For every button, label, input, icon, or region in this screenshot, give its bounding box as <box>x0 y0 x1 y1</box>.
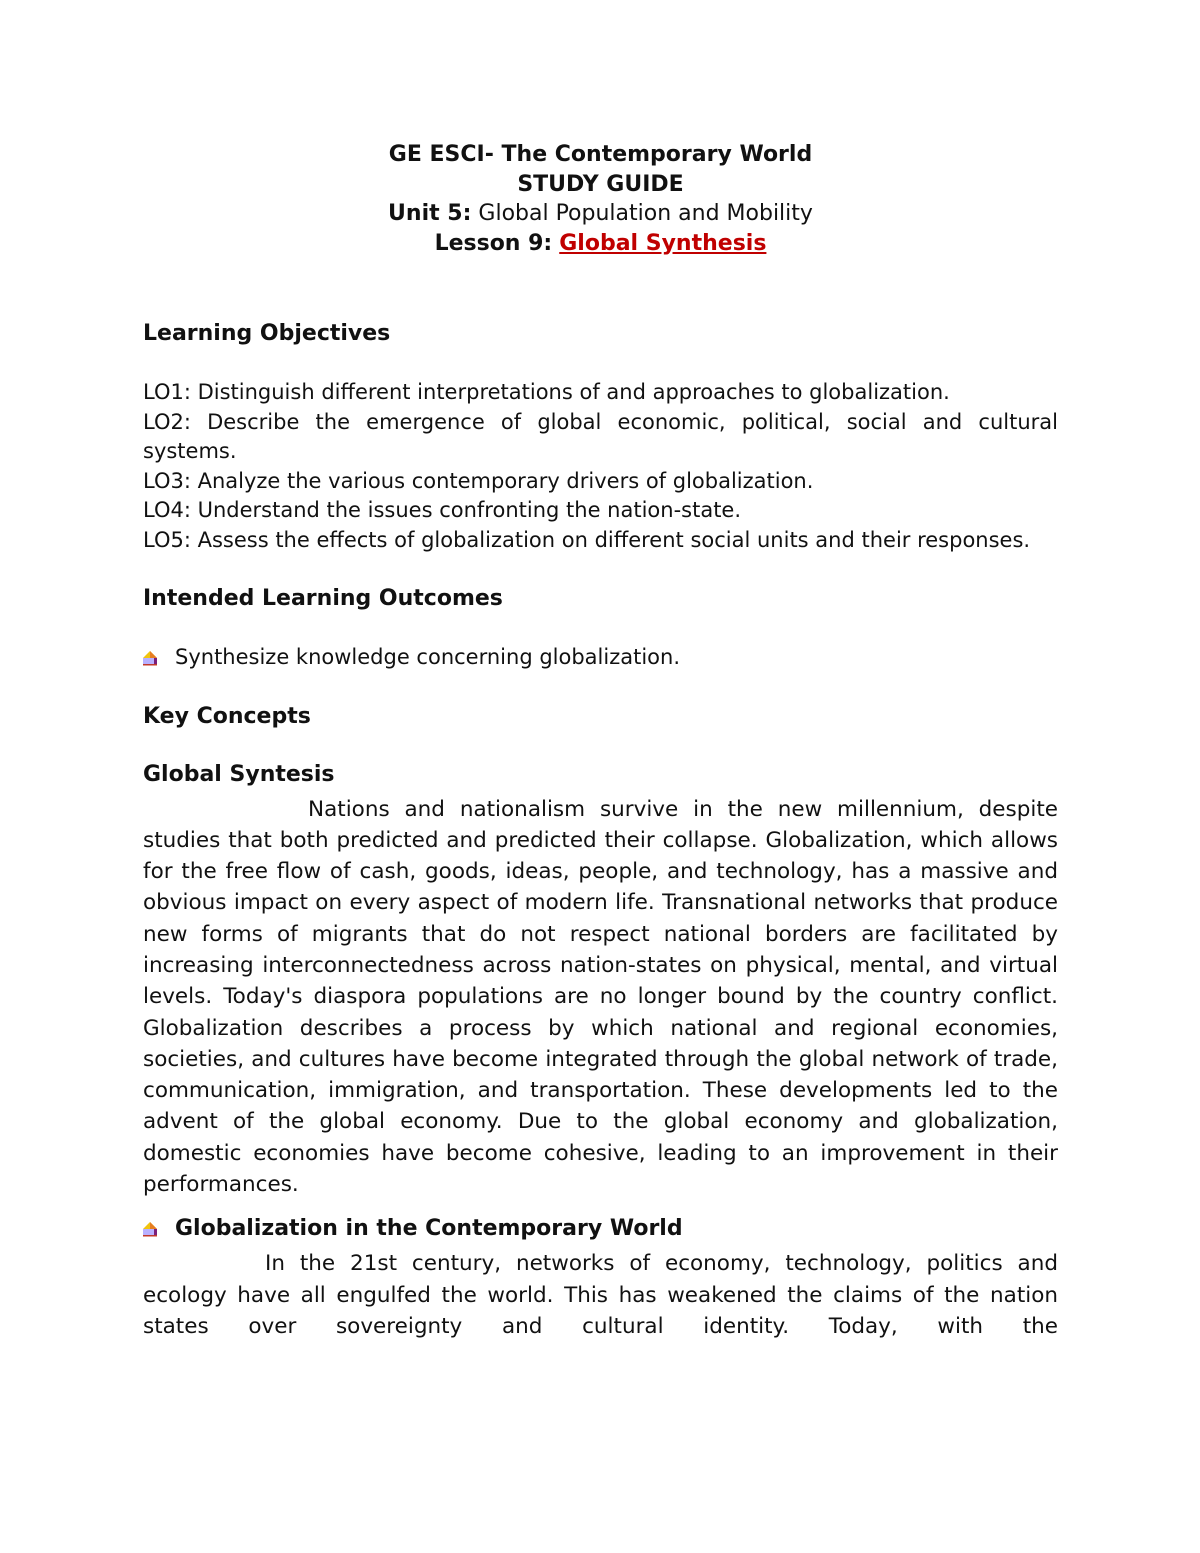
objective-item: LO4: Understand the issues confronting the nation-state. <box>143 498 742 522</box>
document-header <box>143 140 1058 258</box>
arrow-bullet-icon <box>141 650 163 666</box>
objective-item: LO5: Assess the effects of globalization on different social units and their responses. <box>143 527 1031 552</box>
outcome-text: Synthesize knowledge concerning globalization. <box>175 645 680 669</box>
lesson-label: Lesson 9: <box>434 230 553 256</box>
contemporary-heading-item <box>143 1214 1058 1244</box>
unit-title: Global Population and Mobility <box>478 201 813 226</box>
objective-item: LO3: Analyze the various contemporary drivers of globalization. <box>143 468 814 493</box>
course-title: GE ESCI- The Contemporary World <box>388 142 813 167</box>
unit-line <box>143 199 1058 229</box>
key-concepts-heading: Key Concepts <box>143 703 311 729</box>
lesson-title-link[interactable]: Global Synthesis <box>559 230 767 256</box>
arrow-bullet-icon <box>141 1221 163 1237</box>
contemporary-heading: Globalization in the Contemporary World <box>175 1216 683 1242</box>
contemporary-paragraph: In the 21st century, networks of economy, technology, politics and ecology have all engulfed the world. This has weakened the claims of the nation states over sovereignty and cultural identity. Today, with the <box>143 1251 1058 1339</box>
learning-objectives-heading: Learning Objectives <box>143 321 391 346</box>
global-syntesis-paragraph: Nations and nationalism survive in the new millennium, despite studies that both predicted and predicted their collapse. Globalization, which allows for the free flow of cash, goods, ideas, people, and technology, has a massive and obvious impact on every aspect of modern life. Transnational networks that produce new forms of migrants that do not respect national borders are facilitated by increasing interconnectedness across nation-states on physical, mental, and virtual levels. Today's diaspora populations are no longer bound by the country conflict. Globalization describes a process by which national and regional economies, societies, and cultures have become integrated through the global network of trade, communication, immigration, and transportation. These developments led to the advent of the global economy. Due to the global economy and globalization, domestic economies have become cohesive, leading to an improvement in their performances. <box>143 796 1058 1198</box>
objective-item: LO1: Distinguish different interpretations of and approaches to globalization. <box>143 380 950 404</box>
guide-title: STUDY GUIDE <box>517 171 684 197</box>
objective-item: LO2: Describe the emergence of global economic, political, social and cultural systems. <box>143 409 1058 463</box>
document-page <box>143 140 1058 1342</box>
intended-outcomes-heading: Intended Learning Outcomes <box>143 586 503 611</box>
unit-label: Unit 5: <box>388 201 472 226</box>
outcome-list-item <box>143 643 1058 673</box>
learning-objectives-list <box>143 378 1058 555</box>
global-syntesis-heading: Global Syntesis <box>143 761 335 787</box>
lesson-line <box>143 229 1058 259</box>
